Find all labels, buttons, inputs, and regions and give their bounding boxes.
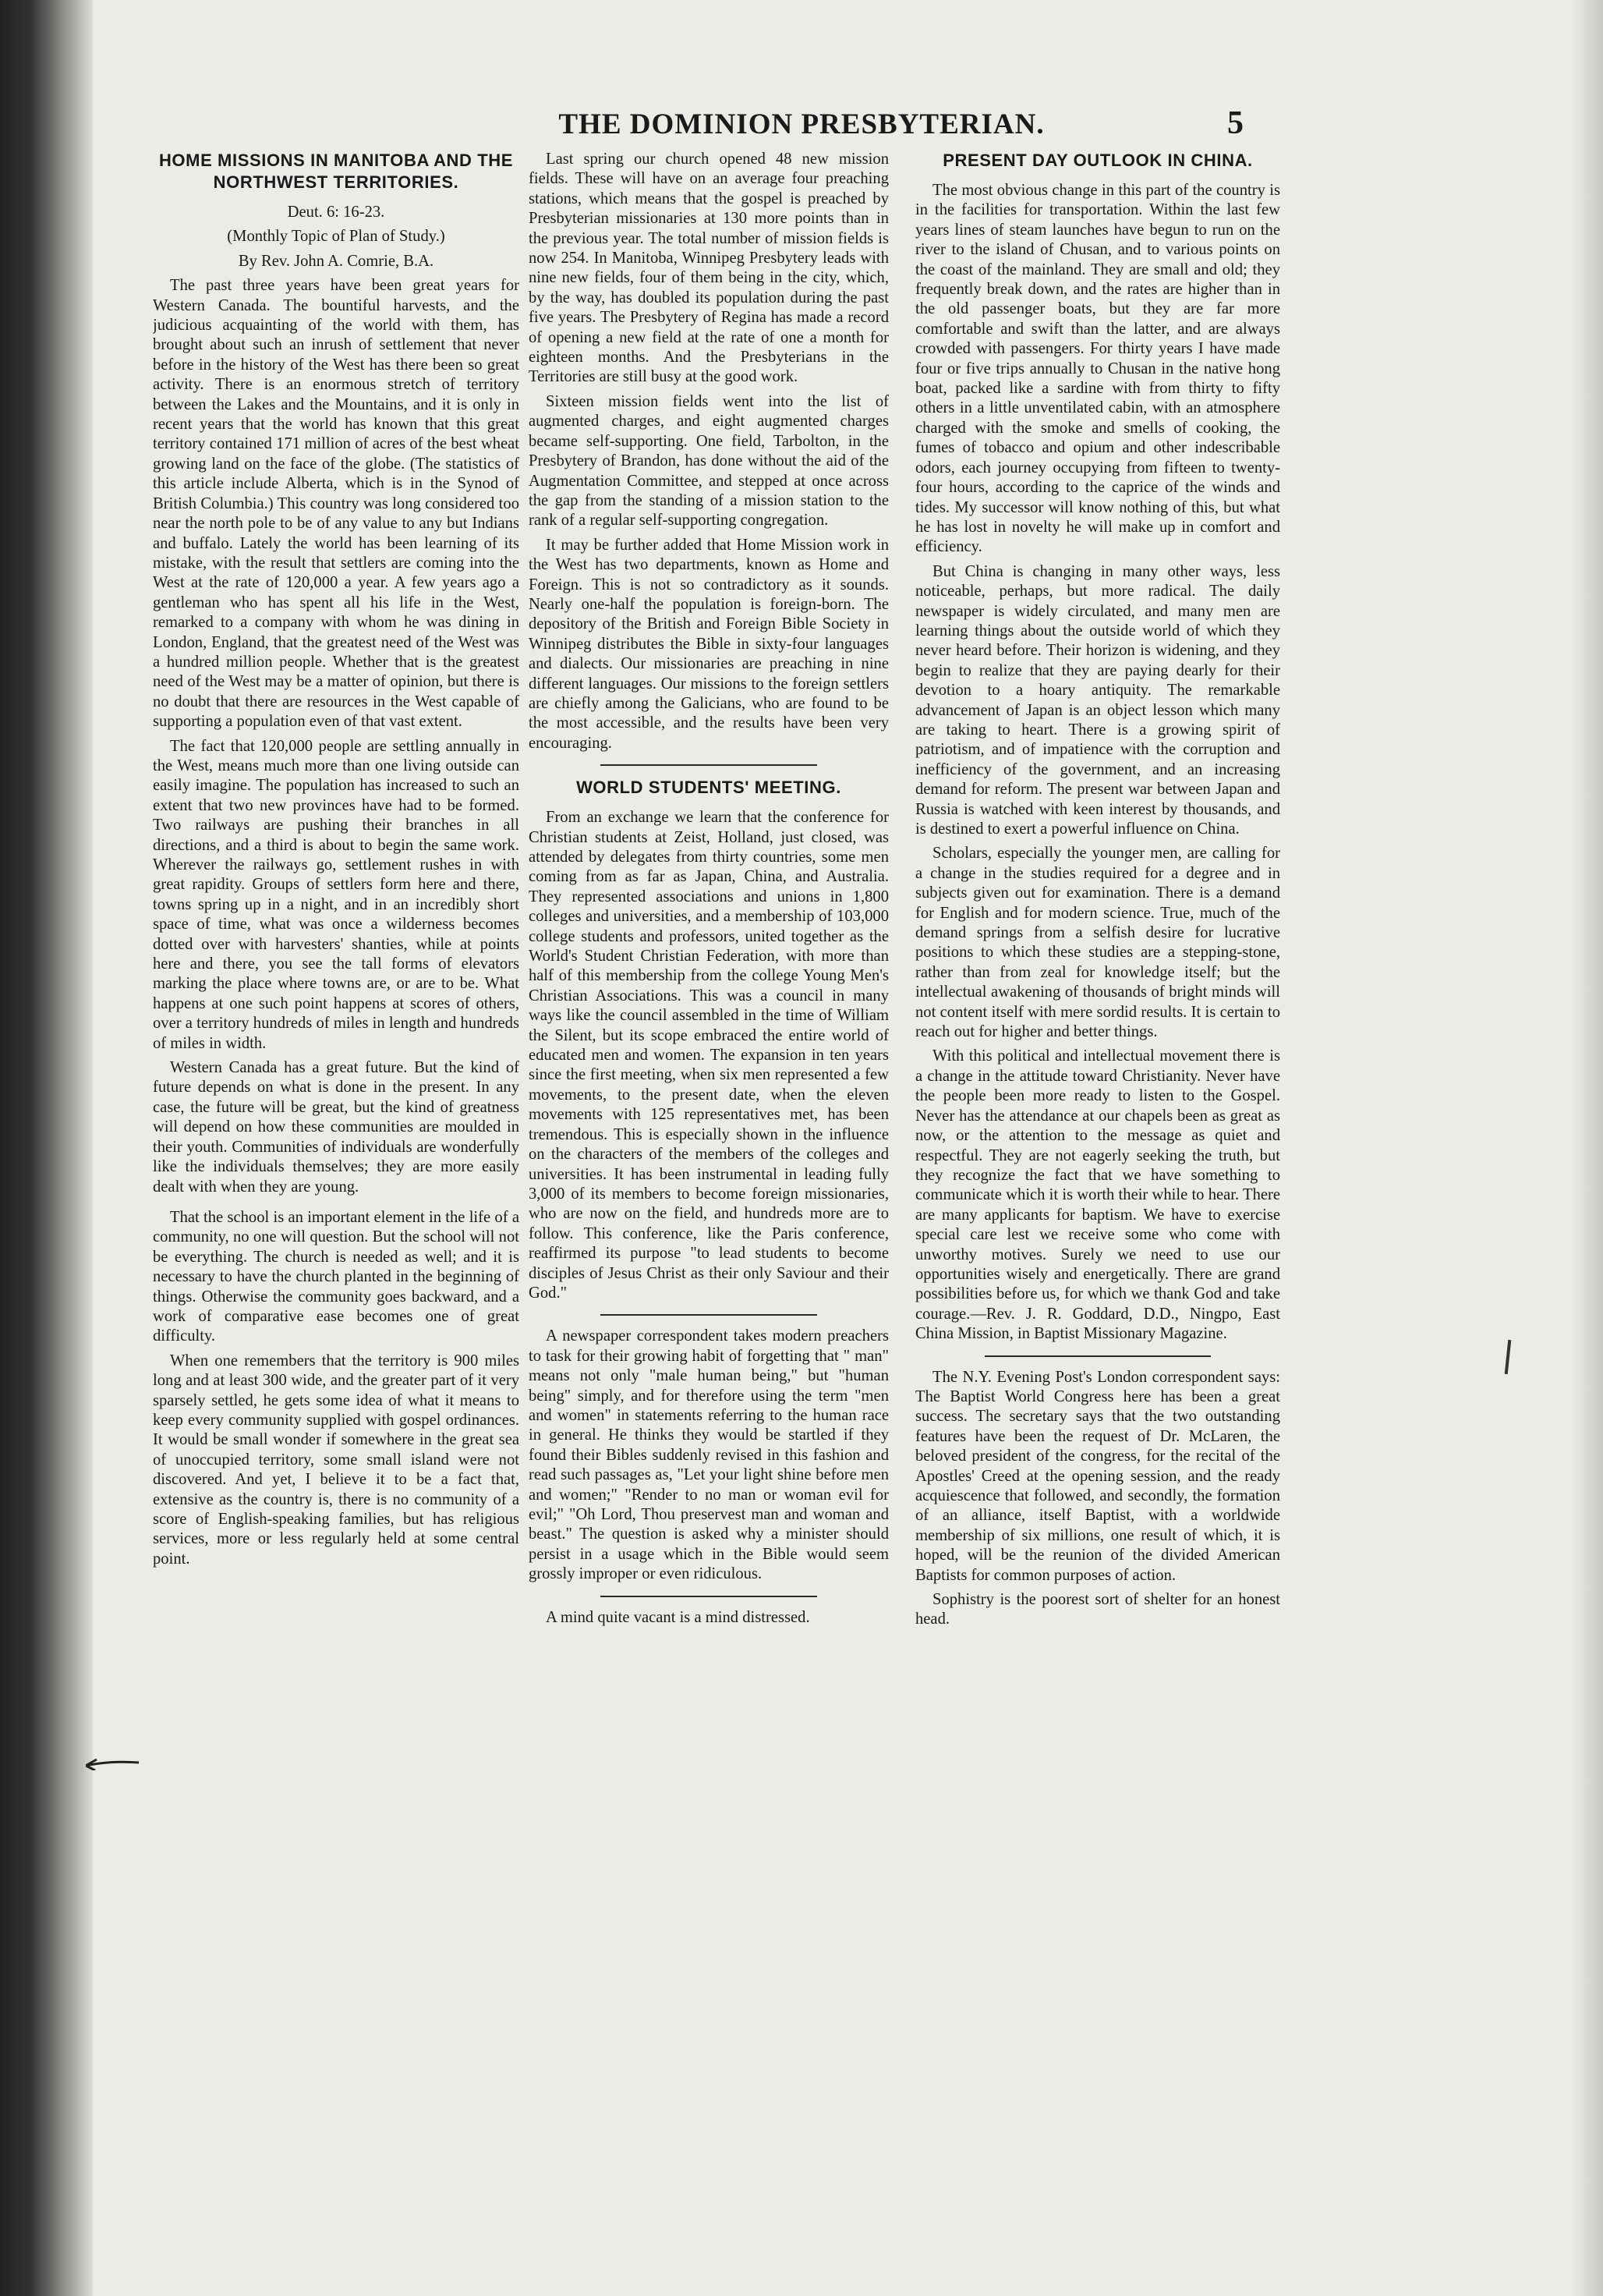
paragraph: The N.Y. Evening Post's London correspondent says: The Baptist World Congress here has been a great success. The secretary says that the two outstanding features have been the request of Dr. McLaren, the beloved president of the congress, for the recital of the Apostles' Creed at the opening session, and the ready acquiescence that followed, and secondly, the formation of an alliance, itself Baptist, with a worldwide membership of six millions, one result of which, it is hoped, will be the reunion of the divided American Baptists for common purposes of action.: [915, 1368, 1280, 1584]
page-number: 5: [1227, 105, 1244, 141]
scripture-reference: Deut. 6: 16-23.: [287, 204, 385, 221]
page-header: [0, 105, 1603, 154]
pen-mark-arrow: [86, 1755, 140, 1770]
article-title-world-students: WORLD STUDENTS' MEETING.: [576, 778, 841, 798]
margin-mark: [1505, 1340, 1512, 1374]
scan-shadow-left: [0, 0, 94, 2296]
section-divider: [985, 1355, 1211, 1357]
section-divider: [600, 1596, 816, 1597]
paragraph: Western Canada has a great future. But the kind of future depends on what is done in the present. In any case, the future will be great, but the kind of greatness will depend on how these communities are moulded in their youth. Communities of individuals are wonderfully like the individuals themselves; they are more easily dealt with when they are young.: [153, 1059, 519, 1196]
byline: By Rev. John A. Comrie, B.A.: [238, 252, 434, 270]
section-divider: [600, 1314, 816, 1316]
article-title-china-outlook: PRESENT DAY OUTLOOK IN CHINA.: [943, 151, 1253, 170]
paragraph: It may be further added that Home Mission work in the West has two departments, known as Home and Foreign. This is not so contradictory as it sounds. Nearly one-half the population is foreign-born. The depository of the British and Foreign Bible Society in Winnipeg distributes the Bible in sixty-four languages and dialects. Our missionaries are preaching in nine different languages. Our missions to the foreign settlers are chiefly among the Galicians, who are found to be the most accessible, and the results have been very encouraging.: [529, 536, 889, 752]
paragraph: But China is changing in many other ways, less noticeable, perhaps, but more radical. The daily newspaper is widely circulated, and many men are learning things about the outside world of which they never heard before. Their horizon is widening, and they begin to realize that they are paying dearly for their devotion to a hoary antiquity. The remarkable advancement of Japan is an object lesson which many are taking to heart. There is a growing spirit of patriotism, and of impatience with the corruption and inefficiency of the government, and an increasing demand for reform. The present war between Japan and Russia is watched with keen interest by thousands, and is destined to exert a powerful influence on China.: [915, 562, 1280, 838]
column-right: [915, 150, 1280, 2255]
section-divider: [600, 764, 816, 766]
column-middle: [529, 150, 889, 2255]
topic-note: (Monthly Topic of Plan of Study.): [227, 228, 445, 246]
paragraph: The fact that 120,000 people are settling annually in the West, means much more than one living outside can easily imagine. The population has increased to such an extent that two new provinces have had to be formed. Two railways are pushing their branches in all directions, and a third is about to begin the same work. Wherever the railways go, settlement rushes in with great rapidity. Groups of settlers form here and there, towns spring up in a night, and in an incredibly short space of time, what was once a wilderness becomes dotted over with harvesters' shanties, while at points here and there, you see the tall forms of elevators marking the place where towns are, or are to be. What happens at one such point happens at scores of others, over a territory hundreds of miles in length and hundreds of miles in width.: [153, 737, 519, 1052]
paragraph: A newspaper correspondent takes modern preachers to task for their growing habit of forgetting that " man" means not only "male human being," but "human being" simply, and for therefore using the term "men and women" in statements referring to the human race in general. He thinks they would be startled if they found their Bibles suddenly revised in this fashion and read such passages as, "Let your light shine before men and women;" "Render to no man or woman evil for evil;" "Oh Lord, Thou preservest man and woman and beast." The question is asked why a minister should persist in a usage which in the Bible would seem grossly improper or even ridiculous.: [529, 1327, 889, 1583]
paragraph: Sophistry is the poorest sort of shelter for an honest head.: [915, 1591, 1280, 1628]
scan-shadow-right: [1572, 0, 1603, 2296]
paragraph: The past three years have been great years for Western Canada. The bountiful harvests, and the judicious acquainting of the world with them, has brought about such an inrush of settlement that never before in the history of the West has there been so great activity. There is an enormous stretch of territory between the Lakes and the Mountains, and it is only in recent years that the world has known that this great territory contained 171 million of acres of the best wheat growing land on the face of the globe. (The statistics of this article include Alberta, which is in the Synod of British Columbia.) This country was long considered too near the north pole to be of any value to any but Indians and buffalo. Lately the world has been learning of its mistake, with the result that settlers are coming into the West at the rate of 120,000 a year. A few years ago a gentleman who has spent all his life in the West, remarked to a company with whom he was dining in London, England, that the greatest need of the West was a hundred million people. Whether that is the greatest need of the West may be a matter of opinion, but there is no doubt that there are resources in the West capable of supporting a population even of that vast extent.: [153, 277, 519, 731]
paragraph: The most obvious change in this part of the country is in the facilities for transportation. Within the last few years lines of steam launches have begun to run on the river to the island of Chusan, and to various points on the coast of the mainland. They are small and old; they frequently break down, and the rates are higher than in the old passenger boats, but they are far more comfortable and swift than the latter, and are always crowded with passengers. For thirty years I have made four or five trips annually to Chusan in the native hong boat, packed like a sardine with from thirty to fifty others in a little unventilated cabin, with an atmosphere charged with the smoke and smells of cooking, the fumes of tobacco and opium and other indescribable odors, each journey occupying from fifteen to twenty-four hours, according to the caprice of the winds and tides. My successor will know nothing of this, but what he has lost in novelty he will make up in comfort and efficiency.: [915, 182, 1280, 556]
article-title-home-missions: HOME MISSIONS IN MANITOBA AND THE NORTHWEST TERRITORIES.: [158, 151, 514, 192]
masthead-title: THE DOMINION PRESBYTERIAN.: [558, 108, 1045, 140]
paragraph: Sixteen mission fields went into the list of augmented charges, and eight augmented charges became self-supporting. One field, Tarbolton, in the Presbytery of Brandon, has done without the aid of the Augmentation Committee, and stepped at once across the gap from the standing of a mission station to the rank of a regular self-supporting congregation.: [529, 392, 889, 530]
paragraph: A mind quite vacant is a mind distressed.: [546, 1608, 810, 1626]
paragraph: Scholars, especially the younger men, are calling for a change in the studies required for a degree and in subjects given out for examination. There is a demand for English and for modern science. True, much of the demand springs from a selfish desire for lucrative positions to which these studies are a stepping-stone, rather than from zeal for knowledge itself; but the intellectual awakening of thousands of bright minds will not content itself with mere sordid results. It is certain to reach out for higher and better things.: [915, 845, 1280, 1041]
paragraph: From an exchange we learn that the conference for Christian students at Zeist, Holland, just closed, was attended by delegates from thirty countries, some men coming from as far as Japan, China, and Australia. They represented associations and unions in 1,800 colleges and universities, and a membership of 103,000 college students and professors, united together as the World's Student Christian Federation, with more than half of this membership from the college Young Men's Christian Associations. This was a council in many ways like the council assembled in the time of William the Silent, but its scope embraced the entire world of educated men and women. The expansion in ten years since the first meeting, when six men represented a few movements, to the present date, when the eleven movements with 125 representatives met, has been tremendous. This is especially shown in the influence on the characters of the members of the colleges and universities. It has been instrumental in leading fully 3,000 of its members to become foreign missionaries, who are now on the field, and hundreds more are to follow. This conference, like the Paris conference, reaffirmed its purpose "to lead students to become disciples of Jesus Christ as their only Saviour and their God.": [529, 809, 889, 1302]
paragraph: When one remembers that the territory is 900 miles long and at least 300 wide, and the greater part of it very sparsely settled, he gets some idea of what it means to keep every community supplied with gospel ordinances. It would be small wonder if somewhere in the great sea of unoccupied territory, some small island were not discovered. And yet, I believe it to be a fact that, extensive as the country is, there is no community of a score of English-speaking families, but has religious services, more or less regularly held at some central point.: [153, 1352, 519, 1568]
paragraph: With this political and intellectual movement there is a change in the attitude toward Christianity. Never have the people been more ready to listen to the Gospel. Never has the attendance at our chapels been as great as now, or the attention to the message as quiet and respectful. They are not eagerly seeking the truth, but they recognize the fact that we have something to communicate which it is worth their while to hear. There are many applicants for baptism. We have to exercise special care lest we receive some who come with unworthy motives. Surely we need to use our opportunities wisely and energetically. There are grand possibilities before us, for which we thank God and take courage.—Rev. J. R. Goddard, D.D., Ningpo, East China Mission, in Baptist Missionary Magazine.: [915, 1047, 1280, 1343]
paragraph: That the school is an important element in the life of a community, no one will question. But the school will not be everything. The church is needed as well; and it is necessary to have the church planted in the beginning of things. Otherwise the community goes backward, and a work of comparative ease becomes one of great difficulty.: [153, 1208, 519, 1345]
paragraph: Last spring our church opened 48 new mission fields. These will have on an average four preaching stations, which means that the gospel is preached by Presbyterian missionaries at 130 more points than in the previous year. The total number of mission fields is now 254. In Manitoba, Winnipeg Presbytery leads with nine new fields, four of them being in the city, which, by the way, has doubled its population during the past five years. The Presbytery of Regina has made a record of opening a new field at the rate of one a month for eighteen months. And the Presbyterians in the Territories are still busy at the good work.: [529, 151, 889, 386]
column-left: [153, 150, 519, 2255]
